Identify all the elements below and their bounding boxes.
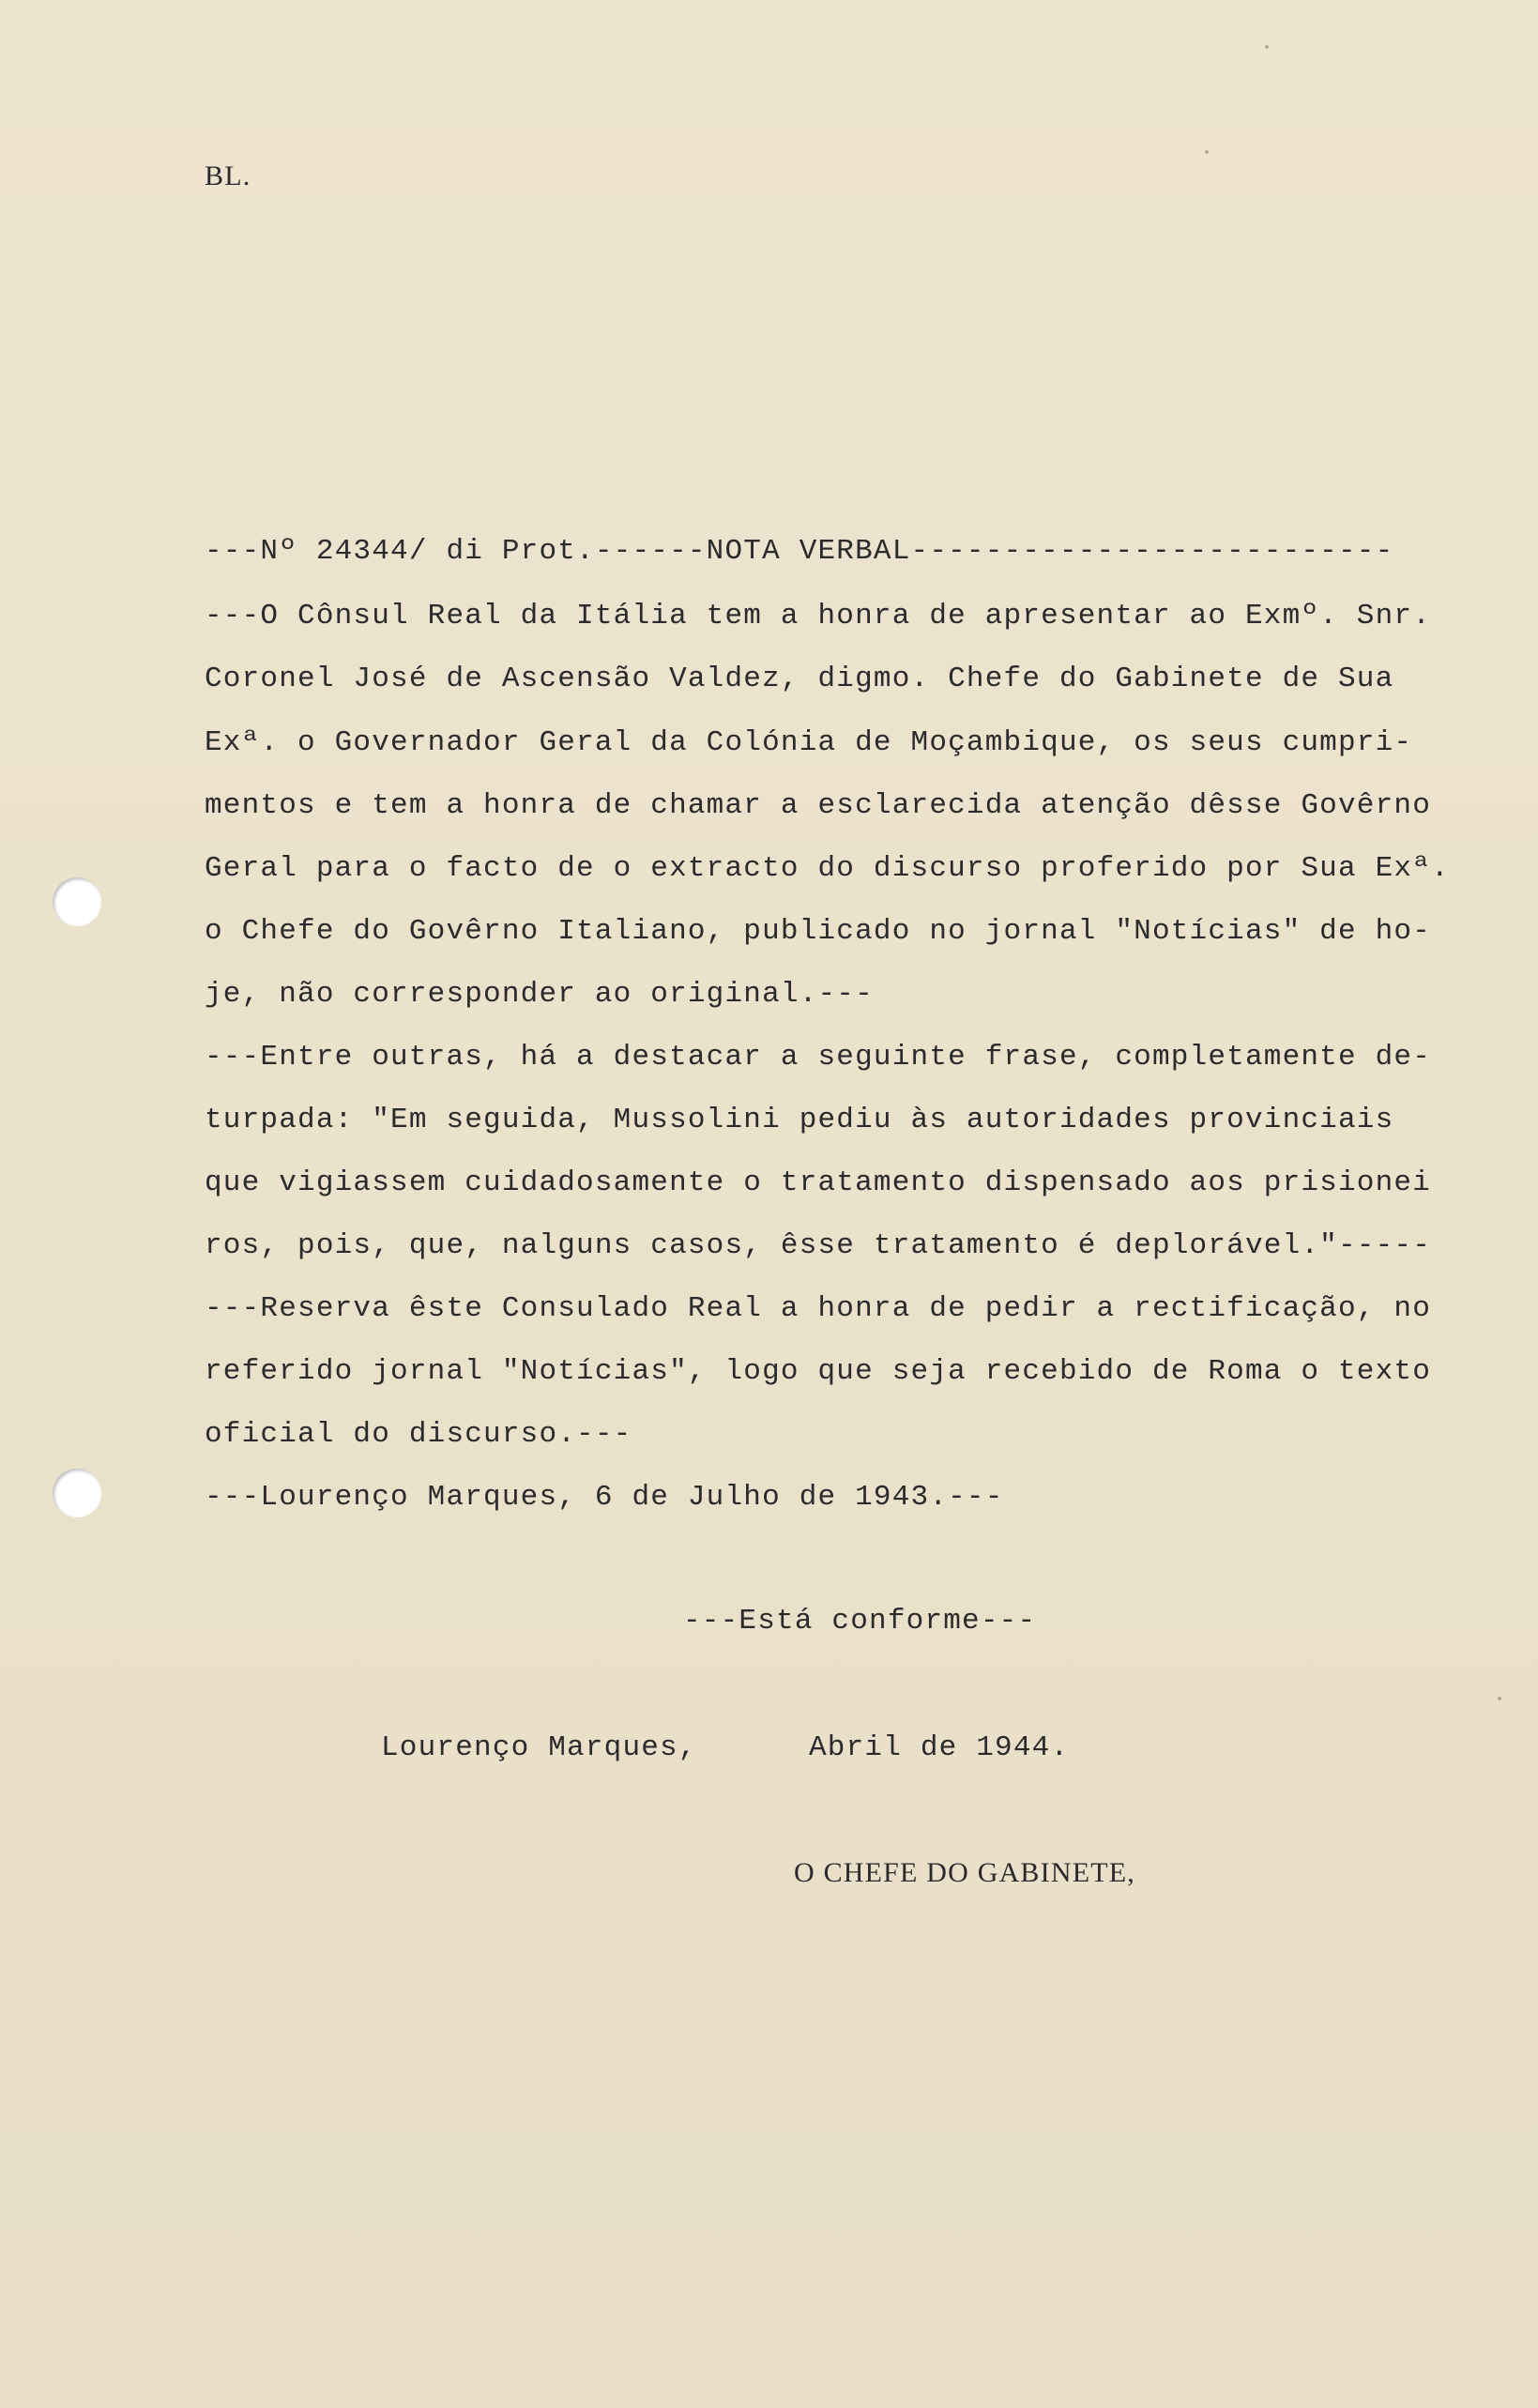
conforme-stamp: ---Está conforme--- xyxy=(683,1605,1037,1638)
punch-hole-lower xyxy=(53,1469,101,1517)
body-line: que vigiassem cuidadosamente o tratamento dispensado aos prisionei xyxy=(205,1166,1431,1199)
paper-speck xyxy=(1205,150,1209,154)
footer-place: Lourenço Marques, xyxy=(381,1731,697,1764)
footer-date: Abril de 1944. xyxy=(809,1731,1070,1764)
body-line: ---Reserva êste Consulado Real a honra de pedir a rectificação, no xyxy=(205,1292,1431,1325)
body-line: o Chefe do Govêrno Italiano, publicado no jornal "Notícias" de ho- xyxy=(205,915,1431,948)
body-line-reference: ---Nº 24344/ di Prot.------NOTA VERBAL-------------------------- xyxy=(205,535,1394,568)
body-line: turpada: "Em seguida, Mussolini pediu às autoridades provinciais xyxy=(205,1104,1394,1136)
signature-title: O CHEFE DO GABINETE, xyxy=(794,1857,1135,1888)
body-line: je, não corresponder ao original.--- xyxy=(205,978,874,1011)
body-line: Coronel José de Ascensão Valdez, digmo. Chefe do Gabinete de Sua xyxy=(205,663,1394,695)
body-line: Geral para o facto de o extracto do discurso proferido por Sua Exª. xyxy=(205,852,1450,885)
punch-hole-upper xyxy=(53,877,101,926)
header-initials: BL. xyxy=(205,160,251,191)
paper-speck xyxy=(1498,1697,1501,1700)
body-line: ros, pois, que, nalguns casos, êsse tratamento é deplorável."----- xyxy=(205,1229,1431,1262)
body-line: ---O Cônsul Real da Itália tem a honra de apresentar ao Exmº. Snr. xyxy=(205,600,1431,632)
paper-speck xyxy=(1265,45,1269,49)
body-line: referido jornal "Notícias", logo que seja recebido de Roma o texto xyxy=(205,1355,1431,1388)
body-line: mentos e tem a honra de chamar a esclarecida atenção dêsse Govêrno xyxy=(205,789,1431,822)
body-line: oficial do discurso.--- xyxy=(205,1418,632,1451)
body-line: Exª. o Governador Geral da Colónia de Moçambique, os seus cumpri- xyxy=(205,726,1413,759)
body-line-date: ---Lourenço Marques, 6 de Julho de 1943.--- xyxy=(205,1481,1004,1514)
body-line: ---Entre outras, há a destacar a seguinte frase, completamente de- xyxy=(205,1041,1431,1074)
